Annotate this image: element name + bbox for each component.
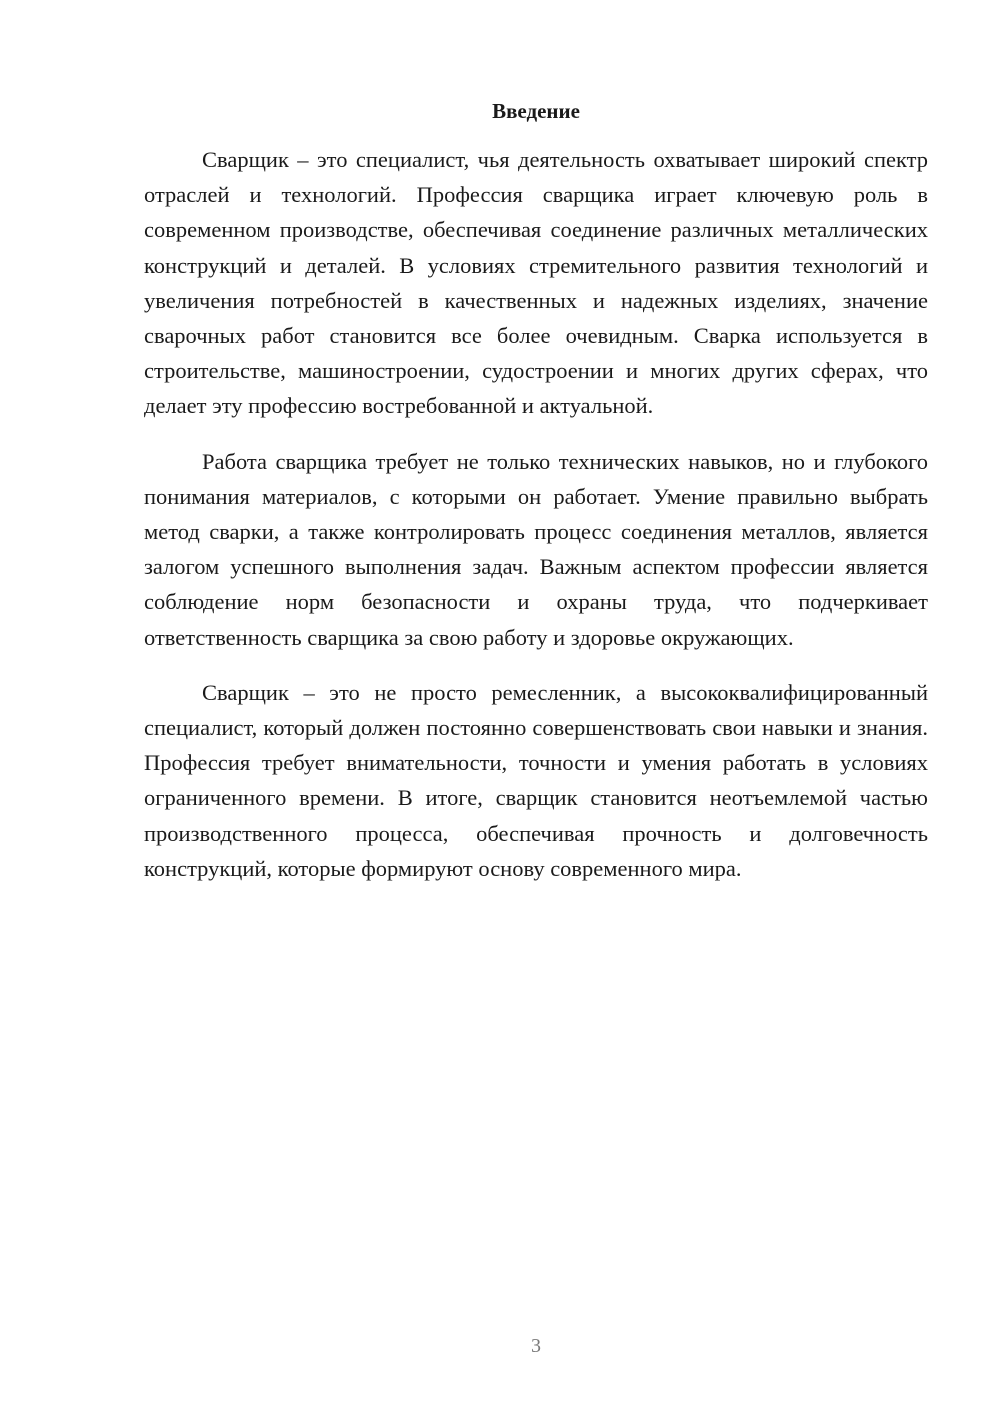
paragraph-1: Сварщик – это специалист, чья деятельность охватывает широкий спектр отраслей и технологий. Профессия сварщика играет ключевую роль в современном производстве, обеспечивая соединение различных металлических конструкций и деталей. В условиях стремительного развития технологий и увеличения потребностей в качественных и надежных изделиях, значение сварочных работ становится все более очевидным. Сварка используется в строительстве, машиностроении, судостроении и многих других сферах, что делает эту профессию востребованной и актуальной.: [144, 147, 928, 419]
section-title: Введение: [492, 99, 580, 123]
page-number: 3: [531, 1335, 541, 1357]
paragraph-2: Работа сварщика требует не только технических навыков, но и глубокого понимания материалов, с которыми он работает. Умение правильно выбрать метод сварки, а также контролировать процесс соединения металлов, является залогом успешного выполнения задач. Важным аспектом профессии является соблюдение норм безопасности и охраны труда, что подчеркивает ответственность сварщика за свою работу и здоровье окружающих.: [144, 448, 928, 650]
document-body: [144, 142, 928, 906]
paragraph-3: Сварщик – это не просто ремесленник, а высококвалифицированный специалист, который должен постоянно совершенствовать свои навыки и знания. Профессия требует внимательности, точности и умения работать в условиях ограниченного времени. В итоге, сварщик становится неотъемлемой частью производственного процесса, обеспечивая прочность и долговечность конструкций, которые формируют основу современного мира.: [144, 679, 928, 881]
